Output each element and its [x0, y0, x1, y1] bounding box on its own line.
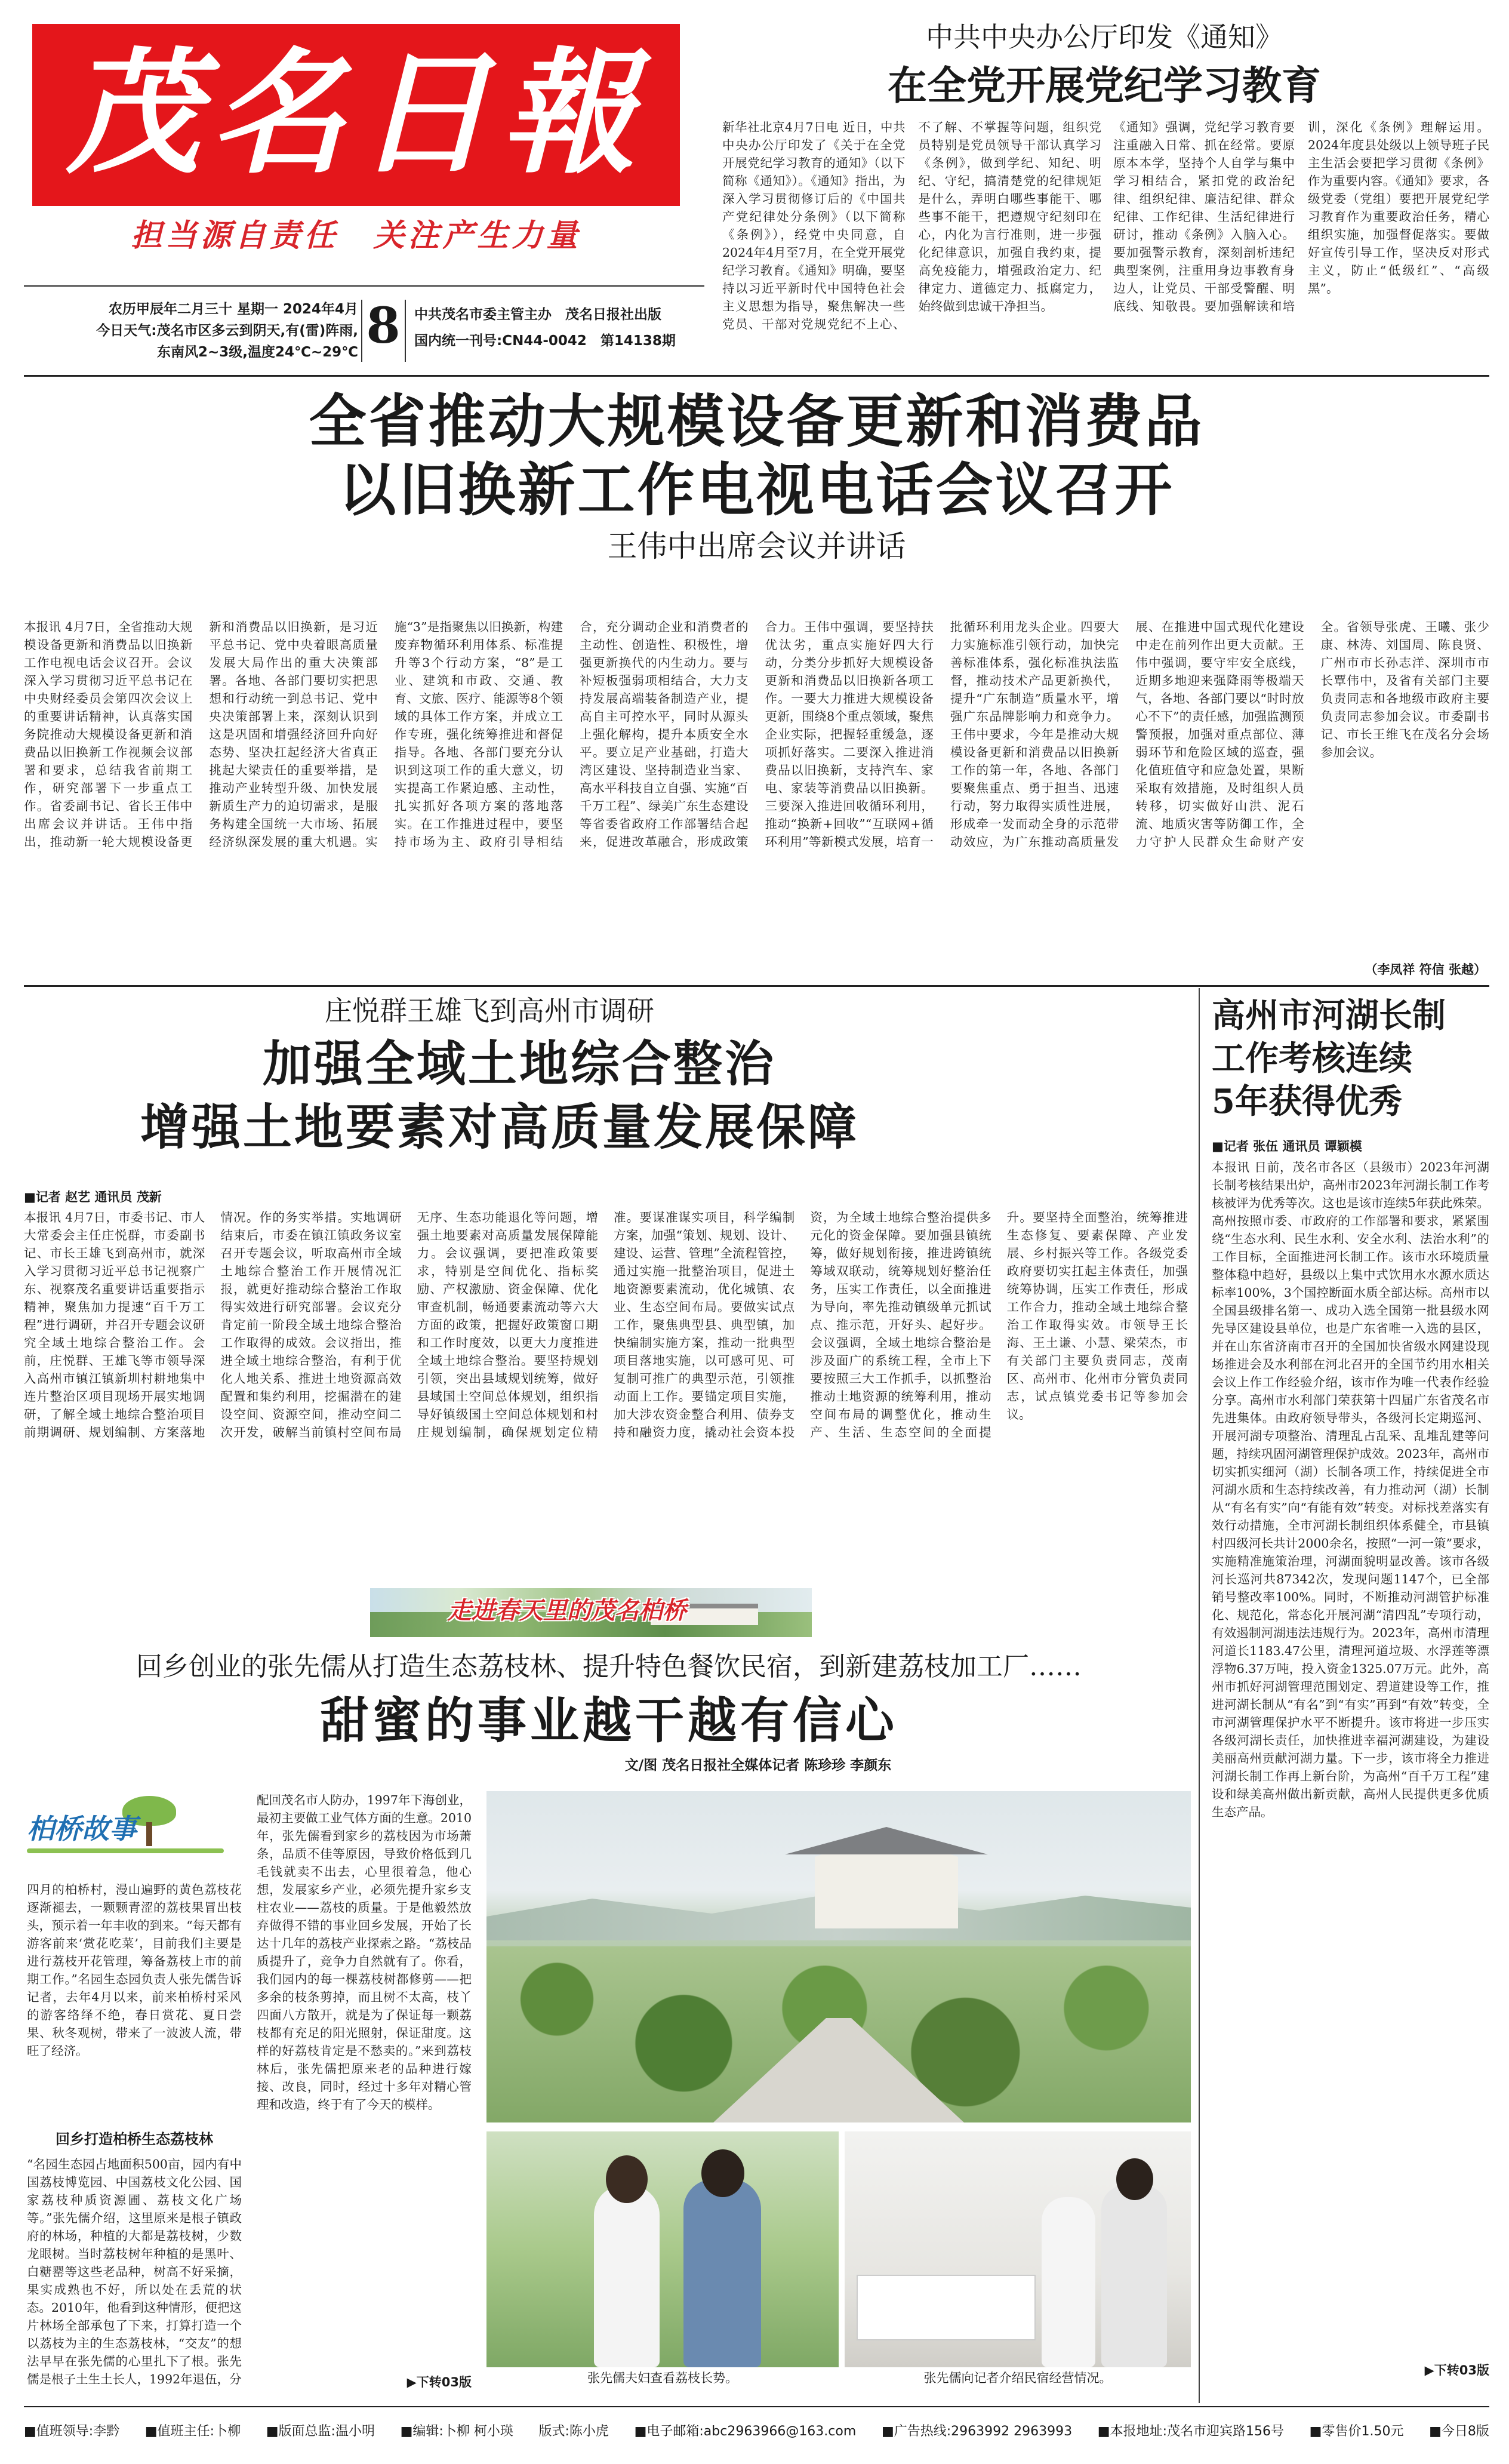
feature-intro: 四月的柏桥村，漫山遍野的黄色荔枝花逐渐褪去，一颗颗青涩的荔枝果冒出枝头，预示着一年丰收的到来。“每天都有游客前来‘赏花吃菜’，目前我们主要是进行荔枝开花管理，筹备荔枝上市的前期工作。”名园生态园负责人张先儒告诉记者，去年4月以来，前来柏桥村采风的游客络绎不绝，春日赏花、夏日尝果、秋冬观树，带来了一波波人流，带旺了经济。	[27, 1882, 242, 2058]
lead-byline: （李凤祥 符信 张越）	[1365, 962, 1486, 977]
footer-item: ■版面总监:温小明	[266, 2423, 375, 2439]
masthead-rule	[24, 285, 704, 287]
river-headline-1: 高州市河湖长制	[1212, 996, 1446, 1035]
feature-body-b	[257, 1791, 472, 2391]
lead-headline-2: 以旧换新工作电视电话会议召开	[338, 456, 1175, 524]
top-story-headline: 在全党开展党纪学习教育	[888, 62, 1321, 109]
footer-item: ■零售价1.50元	[1309, 2423, 1404, 2439]
feature-photo-right	[845, 2131, 1191, 2367]
river-reporter: ■记者 张伍 通讯员 谭颖模	[1212, 1139, 1362, 1153]
top-story-body-2: 《通知》强调，党纪学习教育要注重融入日常、抓在经常。要原原本本学，坚持个人自学与集中学习相结合，紧扣党的政治纪律、组织纪律、廉洁纪律、群众纪律、工作纪律、生活纪律进行研讨，推动《条例》入脑入心。要加强警示教育，深刻剖析违纪典型案例，注重用身边事教育身边人，让党员、干部受警醒、明底线、知敬畏。要加强解读和培训，深化《条例》理解运用。2024年度县处级以上领导班子民主生活会要把学习贯彻《条例》作为重要内容。《通知》要求，各级党委（党组）要把开展党纪学习教育作为重要政治任务，精心组织实施，加强督促落实。要做好宣传引导工作，坚决反对形式主义，防止“低级红”、“高级黑”。	[1113, 120, 1489, 313]
footer-item: ■编辑:卜柳 柯小瑛	[400, 2423, 513, 2439]
rule-below-lead	[24, 985, 1489, 987]
footer-item: ■值班主任:卜柳	[144, 2423, 241, 2439]
lead-subhead: 王伟中出席会议并讲话	[607, 529, 906, 564]
photo-left-head-2	[701, 2149, 744, 2197]
masthead-logo-block	[32, 24, 680, 206]
feature-body: “名园生态园占地面积500亩，园内有中国荔枝博览园、中国荔枝文化公园、国家荔枝种质资源圃、荔枝文化广场等。”张先儒介绍，这里原来是根子镇政府的林场，种植的大都是荔枝树，少数龙眼树。当时荔枝树年种植的是黑叶、白糖罂等这些老品种，树高不好采摘，果实成熟也不好，所以处在丢荒的状态。2010年，他看到这种情形，便把这片林场全部承包了下来，打算打造一个以荔枝为主的生态荔枝林，“交友”的想法早早在张先儒的心里扎下了根。张先儒是根子土生土长人，1992年退伍，分	[27, 2157, 242, 2386]
masthead-publisher	[414, 302, 707, 354]
footer-item: ■广告热线:2963992 2963993	[881, 2423, 1073, 2439]
date-divider-left	[361, 300, 362, 362]
footer-item: ■值班领导:李黔	[24, 2423, 120, 2439]
feature-continued: ▶下转03版	[406, 2375, 472, 2389]
footer-item: ■本报地址:茂名市迎宾路156号	[1097, 2423, 1284, 2439]
feature-body-cont: 配回茂名市人防办，1997年下海创业，最初主要做工业气体方面的生意。2010年，张先儒看到家乡的荔枝因为市场萧条，品质不佳等原因，导致价格低到几毛钱就卖不出去，心里很着急，他心想，发展家乡产业，必须先提升家乡支柱农业——荔枝的质量。于是他毅然放弃做得不错的事业回乡发展，开始了长达十几年的荔枝产业探索之路。“荔枝品质提升了，竞争力自然就有了。你看，我们园内的每一棵荔枝树都修剪——把多余的枝条剪掉，而且树不太高，枝丫四面八方散开，就是为了保证每一颗荔枝都有充足的阳光照射，保证甜度。这样的好荔枝肯定是不愁卖的。”来到荔枝林后，张先儒把原来老的品种进行嫁接、改良，同时，经过十多年对精心管理和改造，终于有了今天的模样。	[257, 1793, 472, 2112]
photo-left-head-1	[606, 2155, 648, 2203]
day-number: 8	[366, 297, 401, 355]
date-divider-right	[405, 300, 406, 362]
column-divider-right	[1199, 988, 1200, 2403]
logo-grass	[27, 1848, 224, 1853]
photo-right-bed	[857, 2275, 1036, 2340]
top-story-body-1: 新华社北京4月7日电 近日，中共中央办公厅印发了《关于在全党开展党纪学习教育的通知》（以下简称《通知》）。《通知》指出，为深入学习贯彻修订后的《中国共产党纪律处分条例》（以下简称《条例》），经党中央同意，自2024年4月至7月，在全党开展党纪学习教育。《通知》明确，要坚持以习近平新时代中国特色社会主义思想为指导，聚焦解决一些党员、干部对党规党纪不上心、不了解、不掌握等问题，组织党员特别是党员领导干部认真学习《条例》，做到学纪、知纪、明纪、守纪，搞清楚党的纪律规矩是什么，弄明白哪些事能干、哪些事不能干，把遵规守纪刻印在心，内化为言行准则，进一步强化纪律意识，加强自我约束，提高免疫能力，增强政治定力、纪律定力、道德定力、抵腐定力，始终做到忠诚干净担当。	[722, 120, 1101, 331]
river-headline-3: 5年获得优秀	[1212, 1082, 1402, 1121]
photo-left-person-2	[683, 2179, 761, 2367]
river-headline-2: 工作考核连续	[1212, 1039, 1412, 1078]
caption-right: 张先儒向记者介绍民宿经营情况。	[923, 2371, 1112, 2385]
land-headline-1: 加强全域土地综合整治	[263, 1035, 777, 1093]
feature-logo	[27, 1791, 230, 1857]
photo-right-person-1	[1042, 2197, 1095, 2367]
top-story	[719, 18, 1489, 370]
top-story-kicker: 中共中央办公厅印发《通知》	[926, 21, 1283, 53]
feature-photo-left	[486, 2131, 839, 2367]
feature-body-a	[27, 2155, 242, 2391]
rule-below-top	[24, 375, 1489, 377]
river-continued: ▶下转03版	[1424, 2363, 1489, 2377]
lead-body: 本报讯 4月7日，全省推动大规模设备更新和消费品以旧换新工作电视电话会议召开。会议深入学习贯彻习近平总书记在中央财经委员会第四次会议上的重要讲话精神，认真落实国务院推动大规模设备更新和消费品以旧换新工作视频会议部署和要求，总结我省前期工作，研究部署下一步重点工作。省委副书记、省长王伟中出席会议并讲话。王伟中指出，推动新一轮大规模设备更新和消费品以旧换新，是习近平总书记、党中央着眼高质量发展大局作出的重大决策部署。各地、各部门要切实把思想和行动统一到总书记、党中央决策部署上来，深刻认识到这是巩固和增强经济回升向好态势、坚决扛起经济大省真正挑起大梁责任的重要举措，是推动产业转型升级、加快发展新质生产力的迫切需求，是服务构建全国统一大市场、拓展经济纵深发展的重大机遇。实施“3”是指聚焦以旧换新，构建废弃物循环利用体系、标准提升等3个行动方案，“8”是工业、建筑和市政、交通、教育、文旅、医疗、能源等8个领域的具体工作方案，并成立工作专班，强化统筹推进和督促指导。各地、各部门要充分认识到这项工作的重大意义，切实提高工作紧迫感、主动性，扎实抓好各项方案的落地落实。在工作推进过程中，要坚持市场为主、政府引导相结合，充分调动企业和消费者的主动性、创造性、积极性，增强更新换代的内生动力。要与补短板强弱项相结合，大力支持发展高端装备制造产业，提高自主可控水平，同时从源头上强化解构，提升本质安全水平。要立足产业基础，打造大湾区建设、坚持制造业当家、高水平科技自立自强、实施“百千万工程”、绿美广东生态建设等省委省政府工作部署结合起来，促进改革融合，形成政策合力。王伟中强调，要坚持扶优汰劣，重点实施好四大行动，分类分步抓好大规模设备更新和消费品以旧换新各项工作。一要大力推进大规模设备更新，围绕8个重点领域，聚焦企业实际，把握轻重缓急，逐项抓好落实。二要深入推进消费品以旧换新，支持汽车、家电、家装等消费品以旧换新。三要深入推进回收循环利用，推动“换新+回收”“互联网+循环利用”等新模式发展，培育一批循环利用龙头企业。四要大力实施标准引领行动，加快完善标准体系，强化标准执法监督，推动技术产品更新换代，提升“广东制造”质量水平，增强广东品牌影响力和竞争力。王伟中要求，今年是推动大规模设备更新和消费品以旧换新工作的第一年，各地、各部门要聚焦重点、勇于担当、迅速行动，努力取得实质性进展，形成牵一发而动全身的示范带动效应，为广东推动高质量发展、在推进中国式现代化建设中走在前列作出更大贡献。王伟中强调，要守牢安全底线，近期多地迎来强降雨等极端天气，各地、各部门要以“时时放心不下”的责任感，加强监测预警预报，加强对重点部位、薄弱环节和危险区域的巡查，强化值班值守和应急处置，果断采取有效措施，及时组织人员转移，切实做好山洪、泥石流、地质灾害等防御工作，全力守护人民群众生命财产安全。省领导张虎、王曦、张少康、林涛、刘国周、陈良贤、广州市市长孙志洋、深圳市市长覃伟中，及省有关部门主要负责同志和各地级市政府主要负责同志参加会议。市委副书记、市长王维飞在茂名分会场参加会议。	[24, 620, 1489, 849]
publisher-line-1: 中共茂名市委主管主办 茂名日报社出版	[414, 307, 661, 322]
masthead-slogan: 担当源自责任 关注产生力量	[131, 217, 581, 254]
footer-rule	[24, 2406, 1489, 2407]
footer-item: ■电子邮箱:abc2963966@163.com	[634, 2423, 857, 2439]
date-line-3: 东南风2~3级,温度24℃~29℃	[156, 344, 358, 360]
date-line-1: 农历甲辰年二月三十 星期一 2024年4月	[108, 302, 358, 317]
feature-byline: 文/图 茂名日报社全媒体记者 陈珍珍 李颜东	[624, 1758, 892, 1773]
land-headline-2: 增强土地要素对高质量发展保障	[140, 1099, 860, 1156]
masthead-date-block	[48, 299, 358, 364]
feature-kicker: 回乡创业的张先儒从打造生态荔枝林、提升特色餐饮民宿，到新建荔枝加工厂……	[136, 1651, 1082, 1682]
masthead	[24, 24, 704, 275]
masthead-logo: 茂名日報	[66, 35, 646, 192]
river-body: 本报讯 日前，茂名市各区（县级市）2023年河湖长制考核结果出炉，高州市2023年河湖长制工作考核被评为优秀等次。这也是该市连续5年获此殊荣。高州按照市委、市政府的工作部署和要求，紧紧围绕“生态水利、民生水利、安全水利、法治水利”的工作目标，全面推进河长制工作。该市水环境质量整体稳中趋好，县级以上集中式饮用水水源水质达标率100%，3个国控断面水质全部达标。高州市以全国县级排名第一、成功入选全国第一批县级水网先导区建设县单位，也是广东省唯一入选的县区，并在山东省济南市召开的全国加快省级水网建设现场推进会及水利部在河北召开的全国节约用水相关会议上作工作经验介绍，该市作为唯一代表作经验分享。高州市水利部门荣获第十四届广东省茂名市先进集体。由政府领导带头，各级河长定期巡河、开展河湖专项整治、清理乱占乱采、乱堆乱建等问题，持续巩固河湖管理保护成效。2023年，高州市切实抓实细河（湖）长制各项工作，持续促进全市河湖水质和生态持续改善，有力推动河（湖）长制从“有名有实”向“有能有效”转变。对标找差落实有效行动措施，全市河湖长制组织体系健全，市县镇村四级河长共计2000余名，按照“一河一策”要求，实施精准施策治理，河湖面貌明显改善。该市各级河长巡河共87342次，发现问题1147个，已全部销号整改率100%。同时，不断推动河湖管护标准化、规范化，常态化开展河湖“清四乱”专项行动，有效遏制河湖违法违规行为。2023年，高州市清理河道长1183.47公里，清理河道垃圾、水浮莲等漂浮物6.37万吨，投入资金1325.07万元。此外，高州市抓好河湖管理范围划定、碧道建设等工作，推进河湖长制从“有名”到“有实”再到“有效”转变，全市河湖管理保护水平不断提升。该市将进一步压实各级河湖长责任，加快推进幸福河湖建设，为建设美丽高州贡献河湖力量。下一步，该市将全力推进河湖长制工作再上新台阶，为高州“百千万工程”建设和绿美高州做出新贡献，高州人民提供更多优质生态产品。	[1212, 1160, 1489, 1819]
feature-subhead: 回乡打造柏桥生态荔枝林	[56, 2131, 213, 2148]
photo-pavilion-roof	[785, 1827, 988, 1854]
lead-headline-1: 全省推动大规模设备更新和消费品	[309, 387, 1205, 455]
footer-item: ■今日8版	[1429, 2423, 1489, 2439]
land-reporter: ■记者 赵艺 通讯员 茂新	[24, 1190, 162, 1204]
feature-headline: 甜蜜的事业越干越有信心	[319, 1692, 898, 1749]
land-kicker: 庄悦群王雄飞到高州市调研	[325, 995, 654, 1027]
feature-main-photo	[486, 1791, 1191, 2122]
land-body: 本报讯 4月7日，市委书记、市人大常委会主任庄悦群，市委副书记、市长王雄飞到高州市，就深入学习贯彻习近平总书记视察广东、视察茂名重要讲话重要指示精神，聚焦加力提速“百千万工程”进行调研，并召开专题会议研究全域土地综合整治工作。会前，庄悦群、王雄飞等市领导深入高州市镇江镇新圳村耕地集中连片整治区项目现场开展实地调研，了解全域土地综合整治项目前期调研、规划编制、方案落地情况。作的务实举措。实地调研结束后，市委在镇江镇政务议室召开专题会议，听取高州市全域土地综合整治工作开展情况汇报，就更好推动综合整治工作取得实效进行研究部署。会议充分肯定前一阶段全域土地综合整治工作取得的成效。会议指出，推进全域土地综合整治，有利于优化人地关系、推进土地资源高效配置和集约利用，挖掘潜在的建设空间、资源空间，推动空间二次开发，破解当前镇村空间布局无序、生态功能退化等问题，增强土地要素对高质量发展保障能力。会议强调，要把准政策要求，特别是空间优化、指标奖励、产权激励、资金保障、优化审查机制，畅通要素流动等六大方面的政策，把握好政策窗口期和工作时度效，以更大力度推进全域土地综合整治。要坚持规划引领，突出县域规划统筹，做好县域国土空间总体规划，组织指导好镇级国土空间总体规划和村庄规划编制，确保规划定位精准。要谋准谋实项目，科学编制方案，加强“策划、规划、设计、建设、运营、管理”全流程管控，通过实施一批整治项目，促进土地资源要素流动，优化城镇、农业、生态空间布局。要做实试点工作，聚焦典型县、典型镇，加快编制实施方案，推动一批典型项目落地实施，以可感可见、可复制可推广的典型示范，引领推动面上工作。要锚定项目实施，加大涉农资金整合利用、债券支持和融资力度，撬动社会资本投资，为全域土地综合整治提供多元化的资金保障。要加强县镇统筹，做好规划衔接，推进跨镇统筹域双联动，统筹规划好整治任务，压实工作责任，以全面推进为导向，率先推动镇级单元抓试点、推示范，开好头、起好步。会议强调，全域土地综合整治是涉及面广的系统工程，全市上下要按照三大工作抓手，以抓整治推动土地资源的统筹利用，推动空间布局的调整优化，推动生产、生活、生态空间的全面提升。要坚持全面整治，统筹推进生态修复、要素保障、产业发展、乡村振兴等工作。各级党委政府要切实扛起主体责任，加强统筹协调，压实工作责任，形成工作合力，推动全域土地综合整治工作取得实效。市领导王长海、王土谦、小慧、梁荣杰，市有关部门主要负责同志，茂南区、高州市、化州市分管负责同志，试点镇党委书记等参加会议。	[24, 1210, 1188, 1439]
feature-logo-text: 柏桥故事	[27, 1813, 137, 1845]
photo-left-person-1	[594, 2185, 660, 2367]
footer-item: 版式:陈小虎	[538, 2423, 609, 2439]
photo-right-head	[1116, 2158, 1153, 2200]
footer	[24, 2412, 1489, 2448]
photo-right-person-2	[1101, 2185, 1167, 2367]
caption-left: 张先儒夫妇查看荔枝长势。	[587, 2371, 738, 2385]
date-line-2: 今日天气:茂名市区多云到阴天,有(雷)阵雨,	[96, 323, 358, 339]
banner-label: 走进春天里的茂名柏桥	[448, 1597, 686, 1625]
publisher-line-2: 国内统一刊号:CN44-0042 第14138期	[414, 333, 676, 349]
